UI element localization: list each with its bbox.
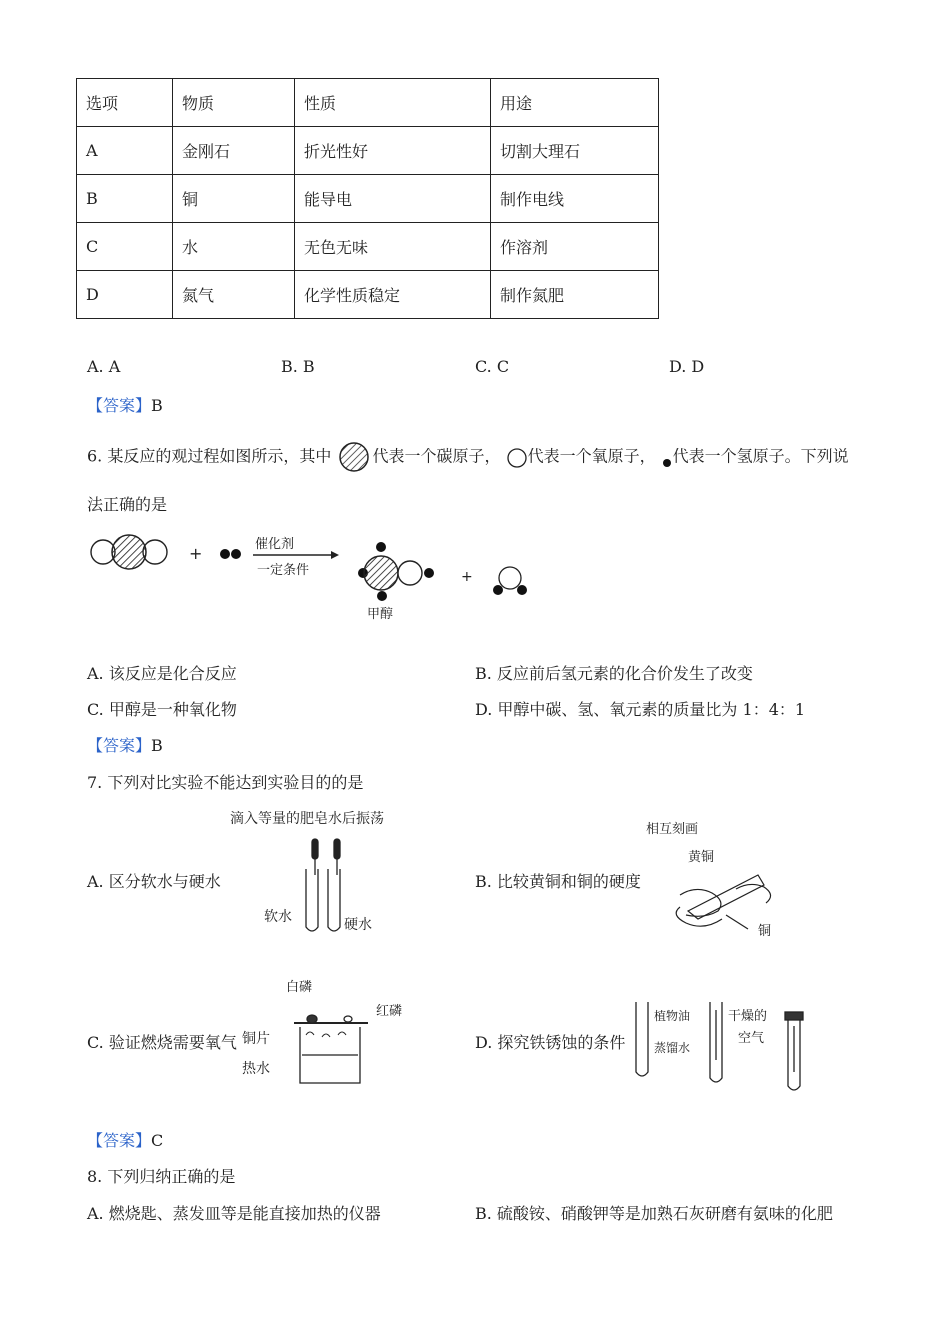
white-phosphorus-label: 白磷 (286, 980, 313, 995)
q7-option-a: A. 区分软水与硬水 (87, 872, 221, 891)
q5-option-d: D. D (669, 357, 705, 376)
combustion-test-figure (238, 975, 438, 1095)
answer-value: C (151, 1131, 164, 1150)
copper-sheet-label: 铜片 (242, 1031, 270, 1047)
arrow-head-icon (331, 551, 339, 559)
methanol-molecule (358, 542, 434, 601)
table-cell: 折光性好 (295, 127, 491, 175)
table-cell: 无色无味 (295, 223, 491, 271)
table-cell: 化学性质稳定 (295, 271, 491, 319)
table-cell: B (77, 175, 173, 223)
answer-value: B (151, 396, 163, 415)
q6-answer (87, 733, 163, 756)
table-row (77, 175, 659, 223)
vegetable-oil-label: 植物油 (654, 1009, 691, 1023)
q7-stem: 7. 下列对比实验不能达到实验目的的是 (87, 773, 364, 792)
oxygen-atom-icon (506, 446, 528, 468)
q8-option-b: B. 硫酸铵、硝酸钾等是加熟石灰研磨有氨味的化肥 (475, 1204, 833, 1223)
answer-label: 【答案】 (87, 1131, 152, 1150)
table-cell: 制作电线 (491, 175, 659, 223)
q5-answer (87, 393, 163, 416)
q8-stem: 8. 下列归纳正确的是 (87, 1167, 236, 1186)
q6-stem-continued: 法正确的是 (87, 495, 168, 514)
table-header-cell: 物质 (173, 79, 295, 127)
q5-option-b: B. B (281, 357, 315, 376)
table-header-cell: 用途 (491, 79, 659, 127)
soft-water-label: 软水 (264, 909, 292, 925)
plus-sign: + (189, 544, 203, 563)
q6-option-d: D. 甲醇中碳、氢、氧元素的质量比为 1：4：1 (475, 700, 806, 719)
q5-option-c: C. C (475, 357, 510, 376)
methanol-label: 甲醇 (367, 607, 394, 622)
soap-water-test-figure (228, 803, 448, 943)
table-cell: 作溶剂 (491, 223, 659, 271)
q7-option-d: D. 探究铁锈蚀的条件 (475, 1033, 626, 1052)
copper-label: 铜 (758, 924, 772, 939)
catalyst-label: 催化剂 (255, 537, 295, 552)
hot-water-label: 热水 (242, 1061, 270, 1077)
q5-option-a: A. A (87, 357, 121, 376)
answer-value: B (151, 736, 163, 755)
table-cell: C (77, 223, 173, 271)
q6-stem-part: 代表一个碳原子， (372, 446, 501, 466)
q6-option-a: A. 该反应是化合反应 (87, 664, 237, 683)
plus-sign: + (461, 569, 473, 585)
table-cell: 能导电 (295, 175, 491, 223)
hardness-test-figure (640, 815, 800, 940)
table-cell: A (77, 127, 173, 175)
q7-answer (87, 1128, 163, 1151)
hydrogen-atom-icon (661, 446, 673, 468)
table-header-cell: 性质 (295, 79, 491, 127)
q6-stem-part: 代表一个氧原子， (527, 446, 656, 466)
table-cell: 金刚石 (173, 127, 295, 175)
table-cell: D (77, 271, 173, 319)
reaction-diagram (85, 530, 545, 630)
figure-b-title: 相互刻画 (646, 822, 699, 837)
hard-water-label: 硬水 (344, 917, 372, 933)
iron-rust-test-figure (630, 990, 815, 1100)
figure-a-title: 滴入等量的肥皂水后振荡 (230, 811, 384, 827)
distilled-water-label: 蒸馏水 (654, 1041, 691, 1055)
q6-option-b: B. 反应前后氢元素的化合价发生了改变 (475, 664, 753, 683)
answer-label: 【答案】 (87, 736, 152, 755)
brass-label: 黄铜 (688, 850, 715, 865)
table-header-row (77, 79, 659, 127)
red-phosphorus-label: 红磷 (376, 1004, 403, 1019)
answer-label: 【答案】 (87, 396, 152, 415)
q6-stem-part: 6. 某反应的观过程如图所示，其中 (87, 446, 332, 466)
carbon-dioxide-molecule (91, 535, 167, 569)
table-row (77, 271, 659, 319)
table-cell: 铜 (173, 175, 295, 223)
hydrogen-molecule (220, 549, 241, 559)
q6-option-c: C. 甲醇是一种氧化物 (87, 700, 237, 719)
table-cell: 制作氮肥 (491, 271, 659, 319)
q6-stem-part: 代表一个氢原子。下列说 (672, 446, 849, 466)
q8-option-a: A. 燃烧匙、蒸发皿等是能直接加热的仪器 (87, 1204, 381, 1223)
table-cell: 切割大理石 (491, 127, 659, 175)
carbon-atom-icon (336, 442, 372, 472)
condition-label: 一定条件 (257, 563, 310, 578)
table-row (77, 223, 659, 271)
dry-label: 干燥的 (728, 1009, 768, 1024)
properties-table (76, 78, 659, 319)
water-molecule (493, 567, 527, 595)
table-cell: 水 (173, 223, 295, 271)
table-row (77, 127, 659, 175)
air-label: 空气 (738, 1031, 765, 1046)
q7-option-c: C. 验证燃烧需要氧气 (87, 1033, 237, 1052)
table-header-cell: 选项 (77, 79, 173, 127)
table-cell: 氮气 (173, 271, 295, 319)
q6-stem (87, 442, 849, 472)
q7-option-b: B. 比较黄铜和铜的硬度 (475, 872, 641, 891)
